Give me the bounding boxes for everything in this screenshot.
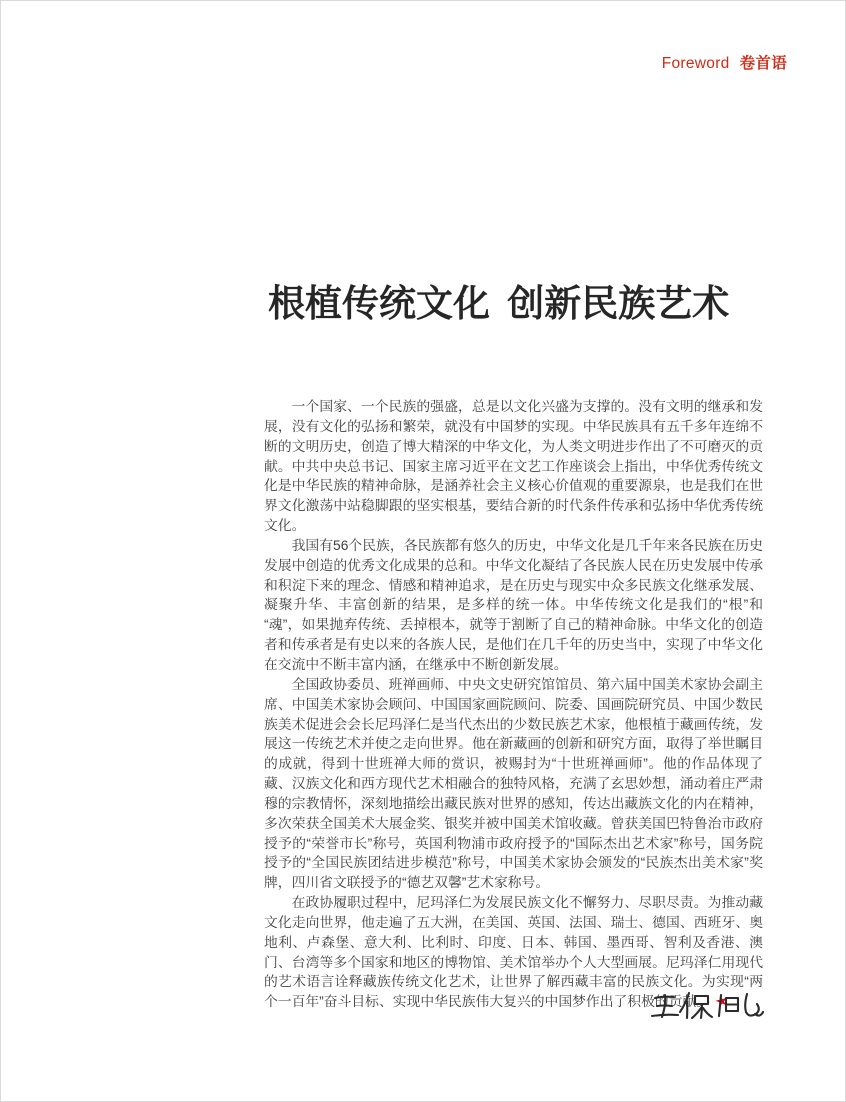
end-star-icon: ★ <box>713 991 731 1012</box>
paragraph-1: 一个国家、一个民族的强盛，总是以文化兴盛为支撑的。没有文明的继承和发展，没有文化的弘扬和繁荣，就没有中国梦的实现。中华民族具有五千多年连绵不断的文明历史，创造了博大精深的中华文化，为人类文明进步作出了不可磨灭的贡献。中共中央总书记、国家主席习近平在文艺工作座谈会上指出，中华优秀传统文化是中华民族的精神命脉，是涵养社会主义核心价值观的重要源泉，也是我们在世界文化激荡中站稳脚跟的坚实根基，要结合新的时代条件传承和弘扬中华优秀传统文化。 <box>264 399 763 534</box>
article-body <box>264 397 763 1012</box>
paragraph-4-text: 在政协履职过程中，尼玛泽仁为发展民族文化不懈努力、尽职尽责。为推动藏文化走向世界，他走遍了五大洲，在美国、英国、法国、瑞士、德国、西班牙、奥地利、卢森堡、意大利、比利时、印度、日本、韩国、墨西哥、智利及香港、澳门、台湾等多个国家和地区的博物馆、美术馆举办个人大型画展。尼玛泽仁用现代的艺术语言诠释藏族传统文化艺术，让世界了解西藏丰富的民族文化。为实现“两个一百年”奋斗目标、实现中华民族伟大复兴的中国梦作出了积极的贡献。 <box>264 895 763 1010</box>
author-signature-handwriting <box>648 985 766 1031</box>
paragraph-2: 我国有56个民族，各民族都有悠久的历史，中华文化是几千年来各民族在历史发展中创造的优秀文化成果的总和。中华文化凝结了各民族人民在历史发展中传承和积淀下来的理念、情感和精神追求，是在历史与现实中众多民族文化继承发展、凝聚升华、丰富创新的结果，是多样的统一体。中华传统文化是我们的“根”和“魂”，如果抛弃传统、丢掉根本，就等于割断了自己的精神命脉。中华文化的创造者和传承者是有史以来的各族人民，是他们在几千年的历史当中，实现了中华文化在交流中不断丰富内涵，在继承中不断创新发展。 <box>264 537 763 672</box>
paragraph-3: 全国政协委员、班禅画师、中央文史研究馆馆员、第六届中国美术家协会副主席、中国美术家协会顾问、中国国家画院顾问、院委、国画院研究员、中国少数民族美术促进会会长尼玛泽仁是当代杰出的少数民族艺术家，他根植于藏画传统，发展这一传统艺术并使之走向世界。他在新藏画的创新和研究方面，取得了举世瞩目的成就，得到十世班禅大师的赏识，被赐封为“十世班禅画师”。他的作品体现了藏、汉族文化和西方现代艺术相融合的独特风格，充满了玄思妙想，涌动着庄严肃穆的宗教情怀，深刻地描绘出藏民族对世界的感知，传达出藏族文化的内在精神，多次荣获全国美术大展金奖、银奖并被中国美术馆收藏。曾获美国巴特鲁治市政府授予的“荣誉市长”称号，英国利物浦市政府授予的“国际杰出艺术家”称号，国务院授予的“全国民族团结进步模范”称号，中国美术家协会颁发的“民族杰出美术家”奖牌，四川省文联授予的“德艺双馨”艺术家称号。 <box>264 676 763 891</box>
signature-strokes <box>648 985 766 1031</box>
article-title: 根植传统文化 创新民族艺术 <box>268 284 730 325</box>
foreword-label-zh: 卷首语 <box>739 55 787 72</box>
foreword-label-en: Foreword <box>661 55 730 72</box>
foreword-section-label <box>662 51 787 73</box>
